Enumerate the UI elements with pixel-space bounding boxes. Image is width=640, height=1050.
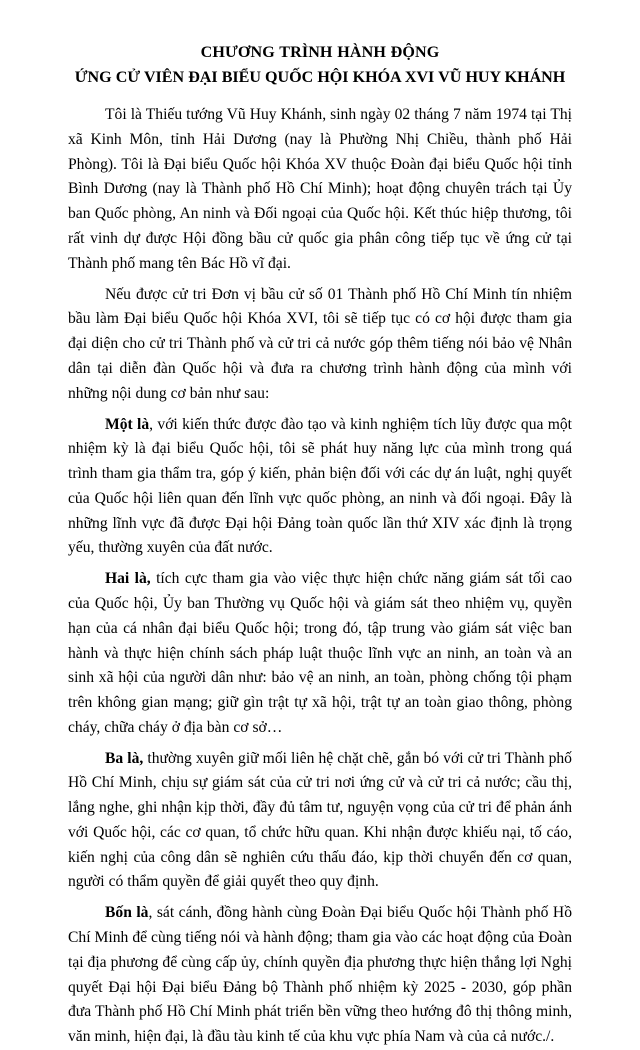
paragraph-point-three: [68, 747, 572, 896]
paragraph-point-two: [68, 567, 572, 740]
page-title-line-2: ỨNG CỬ VIÊN ĐẠI BIỂU QUỐC HỘI KHÓA XVI VŨ HUY KHÁNH: [74, 68, 566, 86]
paragraph-text: , sát cánh, đồng hành cùng Đoàn Đại biểu Quốc hội Thành phố Hồ Chí Minh để cùng tiếng nói và hành động; tham gia vào các hoạt động của Đoàn tại địa phương để cùng cấp ủy, chính quyền địa phương thực hiện thắng lợi Nghị quyết Đại hội Đại biểu Đảng bộ Thành phố nhiệm kỳ 2025 - 2030, góp phần đưa Thành phố Hồ Chí Minh phát triển bền vững theo hướng đô thị thông minh, văn minh, hiện đại, là đầu tàu kinh tế của khu vực phía Nam và của cả nước./.: [68, 904, 572, 1046]
paragraph-text: tích cực tham gia vào việc thực hiện chức năng giám sát tối cao của Quốc hội, Ủy ban Thường vụ Quốc hội và giám sát theo nhiệm vụ, quyền hạn của cá nhân đại biểu Quốc hội; trong đó, tập trung vào giám sát việc ban hành và thực hiện chính sách pháp luật thuộc lĩnh vực an ninh, an toàn và an sinh xã hội của người dân như: bảo vệ an ninh, an toàn, phòng chống tội phạm trên không gian mạng; giữ gìn trật tự xã hội, trật tự an toàn giao thông, phòng cháy, chữa cháy ở địa bàn cơ sở…: [68, 570, 572, 736]
paragraph-text: thường xuyên giữ mối liên hệ chặt chẽ, gắn bó với cử tri Thành phố Hồ Chí Minh, chịu sự giám sát của cử tri nơi ứng cử và cử tri cả nước; cầu thị, lắng nghe, ghi nhận kịp thời, đầy đủ tâm tư, nguyện vọng của cử tri để phản ánh với Quốc hội, các cơ quan, tổ chức hữu quan. Khi nhận được khiếu nại, tố cáo, kiến nghị của công dân sẽ nghiên cứu thấu đáo, kịp thời chuyển đến cơ quan, người có thẩm quyền để giải quyết theo quy định.: [68, 749, 572, 891]
paragraph-commitment-preamble: [68, 283, 572, 407]
paragraph-text: Tôi là Thiếu tướng Vũ Huy Khánh, sinh ngày 02 tháng 7 năm 1974 tại Thị xã Kinh Môn, tỉnh Hải Dương (nay là Phường Nhị Chiều, thành phố Hải Phòng). Tôi là Đại biểu Quốc hội Khóa XV thuộc Đoàn đại biểu Quốc hội tỉnh Bình Dương (nay là Thành phố Hồ Chí Minh); hoạt động chuyên trách tại Ủy ban Quốc phòng, An ninh và Đối ngoại của Quốc hội. Kết thúc hiệp thương, tôi rất vinh dự được Hội đồng bầu cử quốc gia phân công tiếp tục về ứng cử tại Thành phố mang tên Bác Hồ vĩ đại.: [68, 106, 572, 272]
paragraph-lead-label: Bốn là: [105, 904, 149, 922]
page-title: [68, 0, 572, 90]
page-title-line-1: CHƯƠNG TRÌNH HÀNH ĐỘNG: [200, 44, 440, 61]
page-content: [68, 0, 572, 1050]
paragraph-point-four: [68, 901, 572, 1050]
paragraph-text: , với kiến thức được đào tạo và kinh nghiệm tích lũy được qua một nhiệm kỳ là đại biểu Quốc hội, tôi sẽ phát huy năng lực của mình trong quá trình tham gia thẩm tra, góp ý kiến, phản biện đối với các dự án luật, nghị quyết của Quốc hội liên quan đến lĩnh vực quốc phòng, an ninh và đối ngoại. Đây là những lĩnh vực đã được Đại hội Đảng toàn quốc lần thứ XIV xác định là trọng yếu, thường xuyên của đất nước.: [68, 415, 572, 557]
paragraph-intro-biography: [68, 103, 572, 276]
paragraph-lead-label: Ba là,: [105, 749, 144, 767]
paragraph-text: Nếu được cử tri Đơn vị bầu cử số 01 Thành phố Hồ Chí Minh tín nhiệm bầu làm Đại biểu Quốc hội Khóa XVI, tôi sẽ tiếp tục có cơ hội được tham gia đại diện cho cử tri Thành phố và cử tri cả nước góp thêm tiếng nói bảo vệ Nhân dân tại diễn đàn Quốc hội và đưa ra chương trình hành động của mình với những nội dung cơ bản như sau:: [68, 285, 572, 402]
document-body: [68, 90, 572, 1050]
paragraph-point-one: [68, 413, 572, 562]
paragraph-lead-label: Một là: [105, 415, 150, 433]
paragraph-lead-label: Hai là,: [105, 570, 151, 588]
